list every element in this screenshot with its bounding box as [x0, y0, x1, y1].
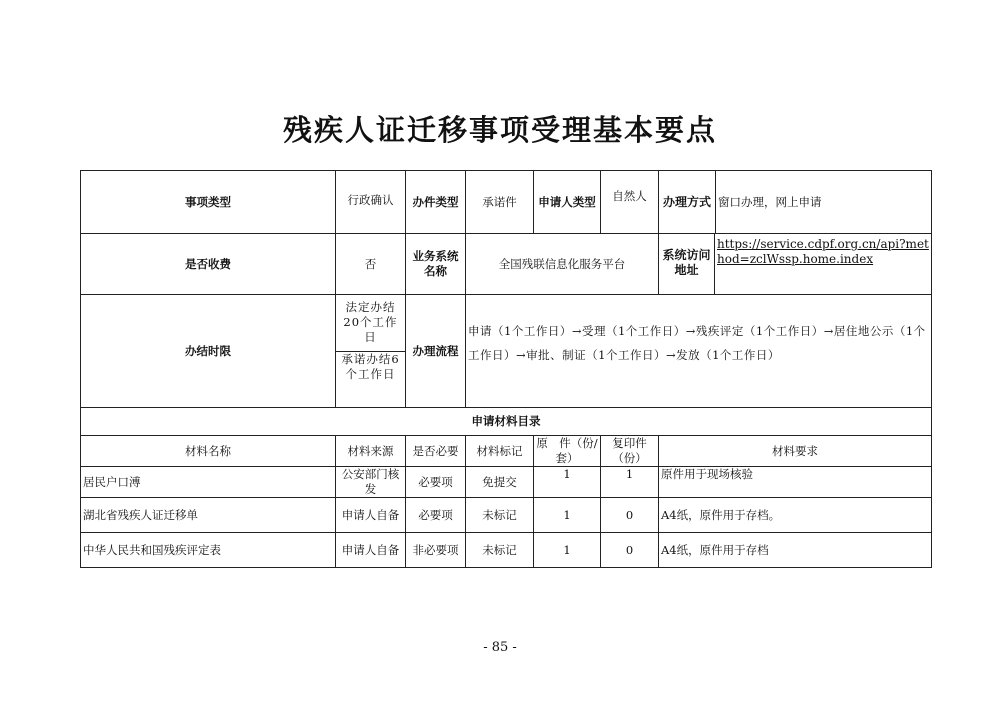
system-name-value: 全国残联信息化服务平台 [466, 234, 659, 295]
fee-label: 是否收费 [81, 234, 336, 295]
item-type-label: 事项类型 [81, 171, 336, 234]
header-material-source: 材料来源 [336, 436, 406, 467]
handle-method-label: 办理方式 [659, 171, 716, 233]
material-required: 必要项 [406, 498, 466, 533]
materials-header-row [81, 436, 932, 467]
fee-value: 否 [336, 234, 406, 295]
legal-deadline: 法定办结20个工作日 [336, 295, 405, 351]
deadline-label: 办结时限 [81, 295, 336, 408]
material-mark: 未标记 [466, 498, 534, 533]
material-requirement: A4纸，原件用于存档。 [659, 498, 932, 533]
material-requirement: A4纸，原件用于存档 [659, 533, 932, 568]
header-material-requirement: 材料要求 [659, 436, 932, 467]
info-row-type [81, 171, 932, 234]
header-material-mark: 材料标记 [466, 436, 534, 467]
system-name-label: 业务系统名称 [406, 234, 466, 295]
table-row [81, 498, 932, 533]
item-type-value: 行政确认 [336, 171, 406, 234]
table-row [81, 533, 932, 568]
material-original: 1 [534, 467, 601, 498]
material-source: 申请人自备 [336, 533, 406, 568]
requirements-table [80, 170, 932, 568]
page-title: 残疾人证迁移事项受理基本要点 [282, 113, 717, 147]
material-copy: 1 [601, 467, 659, 498]
material-name: 湖北省残疾人证迁移单 [81, 498, 336, 533]
system-url-label: 系统访问地址 [659, 234, 715, 294]
material-copy: 0 [601, 533, 659, 568]
promised-deadline: 承诺办结6个工作日 [341, 351, 400, 381]
handle-method-value: 窗口办理，网上申请 [718, 195, 822, 209]
material-required: 必要项 [406, 467, 466, 498]
header-material-name: 材料名称 [81, 436, 336, 467]
applicant-type-label: 申请人类型 [534, 171, 601, 234]
process-value: 申请（1个工作日）→受理（1个工作日）→残疾评定（1个工作日）→居住地公示（1个工作日）→审批、制证（1个工作日）→发放（1个工作日） [466, 295, 932, 408]
handle-type-label: 办件类型 [406, 171, 466, 234]
material-required: 非必要项 [406, 533, 466, 568]
material-name: 中华人民共和国残疾评定表 [81, 533, 336, 568]
materials-section-row [81, 408, 932, 436]
material-requirement: 原件用于现场核验 [659, 467, 932, 498]
info-row-deadline [81, 295, 932, 408]
material-mark: 未标记 [466, 533, 534, 568]
table-row [81, 467, 932, 498]
info-row-fee [81, 234, 932, 295]
page-number: - 85 - [483, 640, 517, 655]
material-source: 公安部门核发 [336, 467, 406, 498]
material-name: 居民户口溥 [81, 467, 336, 498]
process-label: 办理流程 [406, 295, 466, 408]
material-copy: 0 [601, 498, 659, 533]
header-required: 是否必要 [406, 436, 466, 467]
system-url-link[interactable]: https://service.cdpf.org.cn/api?method=zclWssp.home.index [717, 237, 929, 266]
material-original: 1 [534, 533, 601, 568]
header-copy-count: 复印件（份） [601, 436, 659, 467]
material-original: 1 [534, 498, 601, 533]
handle-type-value: 承诺件 [466, 171, 534, 234]
header-original-count: 原 件（份/套） [534, 436, 601, 467]
applicant-type-value: 自然人 [601, 171, 659, 234]
materials-section-title: 申请材料目录 [81, 408, 932, 436]
material-source: 申请人自备 [336, 498, 406, 533]
material-mark: 免提交 [466, 467, 534, 498]
